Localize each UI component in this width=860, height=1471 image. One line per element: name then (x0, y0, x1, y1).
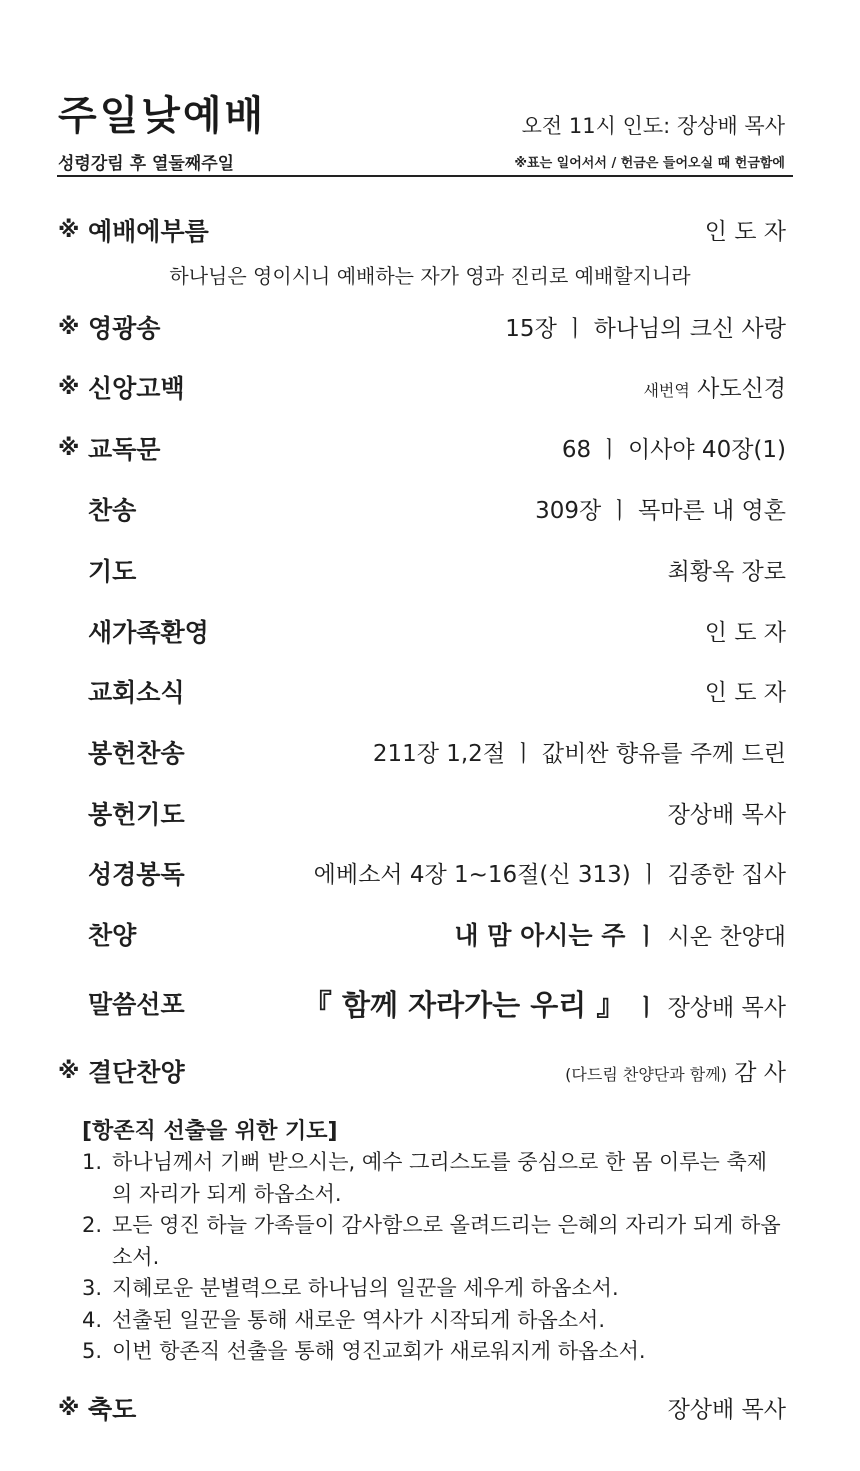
separator: ㅣ (635, 924, 658, 950)
anthem-title: 내 맘 아시는 주 (454, 921, 626, 950)
call-to-worship-verse: 하나님은 영이시니 예배하는 자가 영과 진리로 예배할지니라 (169, 264, 691, 288)
order-value: 15장 ㅣ 하나님의 크신 사랑 (505, 316, 786, 342)
order-value: 인 도 자 (704, 680, 786, 706)
order-value: 최황옥 장로 (667, 559, 786, 585)
order-value: 309장 ㅣ 목마른 내 영혼 (535, 498, 786, 524)
standing-mark: ※ (58, 1059, 80, 1084)
standing-mark: ※ (58, 436, 80, 461)
order-value: 68 ㅣ 이사야 40장(1) (561, 437, 786, 463)
item-text: 이번 항존직 선출을 통해 영진교회가 새로워지게 하옵소서. (112, 1339, 646, 1363)
item-text: 하나님께서 기뻐 받으시는, 예수 그리스도를 중심으로 한 몸 이루는 축제의 자리가 되게 하옵소서. (112, 1150, 768, 1206)
order-value-group (643, 371, 786, 409)
order-item-hymn (58, 493, 786, 529)
order-item-sermon (58, 987, 786, 1023)
item-number: 3. (82, 1276, 103, 1300)
order-value-group (565, 1055, 786, 1093)
order-label: 신앙고백 (88, 374, 185, 403)
order-label: 새가족환영 (88, 618, 209, 647)
list-item (82, 1305, 782, 1337)
sermon-title: 『 함께 자라가는 우리 』 (302, 988, 626, 1022)
order-label: 교회소식 (88, 678, 185, 707)
item-text: 지혜로운 분별력으로 하나님의 일꾼을 세우게 하옵소서. (112, 1276, 619, 1300)
standing-mark: ※ (58, 1396, 80, 1421)
ensemble-note: (다드림 찬양단과 함께) (565, 1065, 727, 1084)
order-label: 성경봉독 (88, 860, 185, 889)
order-label: 기도 (88, 557, 137, 586)
order-item-welcome (58, 615, 786, 651)
order-label: 찬송 (88, 496, 137, 525)
order-value: 사도신경 (697, 376, 786, 402)
liturgical-week: 성령강림 후 열둘째주일 (58, 154, 235, 174)
order-value: 에베소서 4장 1~16절(신 313) ㅣ 김종한 집사 (313, 862, 786, 888)
list-item (82, 1147, 782, 1210)
translation-label: 새번역 (643, 381, 690, 400)
prayer-section-title: [항존직 선출을 위한 기도] (82, 1119, 338, 1144)
order-value-group (303, 987, 786, 1026)
service-time-leader: 오전 11시 인도: 장상배 목사 (521, 114, 785, 138)
order-value: 장상배 목사 (667, 995, 786, 1021)
order-item-anthem (58, 918, 786, 954)
order-item-offering-prayer (58, 797, 786, 833)
order-label: 결단찬양 (88, 1058, 185, 1087)
order-value-group (454, 918, 786, 955)
order-item-offering-hymn (58, 736, 786, 772)
order-label: 말씀선포 (88, 990, 185, 1019)
order-label: 봉헌찬송 (88, 739, 185, 768)
order-value: 인 도 자 (704, 620, 786, 646)
order-label: 축도 (88, 1395, 137, 1424)
order-label: 예배에부름 (88, 217, 209, 246)
item-number: 5. (82, 1339, 103, 1363)
item-number: 2. (82, 1213, 103, 1237)
list-item (82, 1336, 782, 1368)
page-title: 주일낮예배 (58, 93, 267, 139)
order-value: 211장 1,2절 ㅣ 값비싼 향유를 주께 드린 (372, 741, 786, 767)
order-value: 시온 찬양대 (667, 924, 786, 950)
standing-note: ※표는 일어서서 / 헌금은 들어오실 때 헌금함에 (514, 156, 785, 171)
item-number: 4. (82, 1307, 103, 1332)
standing-mark: ※ (58, 218, 80, 243)
order-value: 인 도 자 (704, 219, 786, 245)
order-value: 감 사 (734, 1060, 786, 1086)
order-item-announcements (58, 675, 786, 711)
order-label: 찬양 (88, 921, 137, 950)
order-item-prayer (58, 554, 786, 590)
order-label: 봉헌기도 (88, 800, 185, 829)
list-item (82, 1210, 782, 1273)
item-text: 모든 영진 하늘 가족들이 감사함으로 올려드리는 은혜의 자리가 되게 하옵소서. (112, 1213, 781, 1269)
standing-mark: ※ (58, 315, 80, 340)
order-label: 교독문 (88, 435, 161, 464)
standing-mark: ※ (58, 375, 80, 400)
order-item-creed (58, 371, 786, 407)
list-item (82, 1273, 782, 1305)
order-item-gloria (58, 311, 786, 347)
order-value: 장상배 목사 (667, 802, 786, 828)
header-divider (57, 175, 793, 177)
order-item-benediction (58, 1392, 786, 1428)
order-item-responsive-reading (58, 432, 786, 468)
order-label: 영광송 (88, 314, 161, 343)
item-number: 1. (82, 1150, 103, 1174)
separator: ㅣ (635, 995, 658, 1021)
prayer-list (82, 1147, 782, 1368)
order-item-call-to-worship (58, 214, 786, 250)
order-item-scripture (58, 857, 786, 893)
item-text: 선출된 일꾼을 통해 새로운 역사가 시작되게 하옵소서. (112, 1307, 606, 1332)
order-value: 장상배 목사 (667, 1397, 786, 1423)
order-item-response-song (58, 1055, 786, 1091)
